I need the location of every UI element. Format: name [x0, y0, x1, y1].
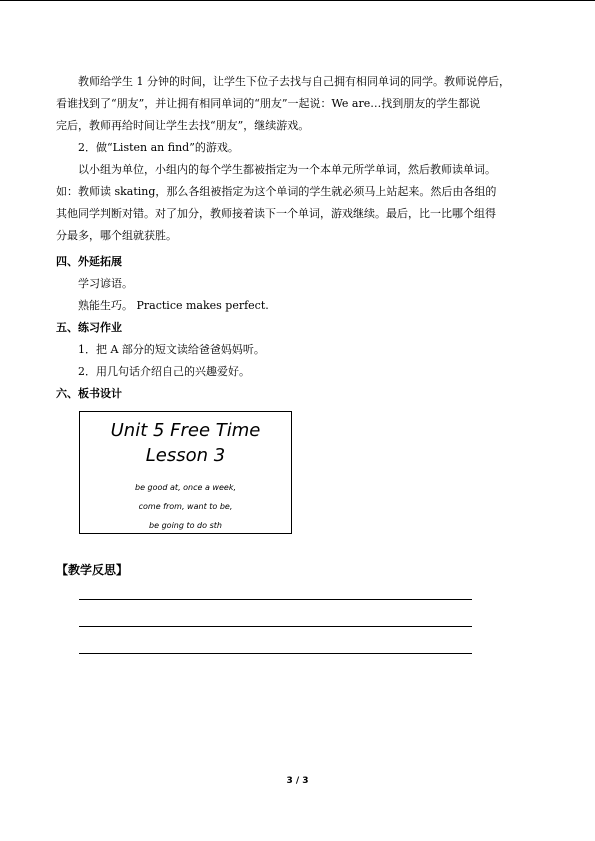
section-heading: 四、外延拓展 — [56, 255, 122, 268]
paragraph-line: 完后，教师再给时间让学生去找“朋友”，继续游戏。 — [56, 119, 310, 132]
reflection-blank-line — [79, 599, 472, 600]
board-phrases: be good at, once a week, — [135, 483, 236, 492]
paragraph-line: 以小组为单位，小组内的每个学生都被指定为一个本单元所学单词，然后教师读单词。 — [78, 163, 496, 176]
reflection-blank-line — [79, 653, 472, 654]
paragraph-line: 教师给学生 1 分钟的时间，让学生下位子去找与自己拥有相同单词的同学。教师说停后， — [78, 75, 510, 88]
section-heading: 六、板书设计 — [56, 387, 122, 400]
paragraph-line: 如：教师读 skating，那么各组被指定为这个单词的学生就必须马上站起来。然后由各组的 — [56, 185, 497, 198]
reflection-title: 【教学反思】 — [56, 563, 129, 577]
homework-item: 2．用几句话介绍自己的兴趣爱好。 — [78, 365, 250, 378]
paragraph-line: 看谁找到了“朋友”，并让拥有相同单词的“朋友”一起说：We are…找到朋友的学生都说 — [56, 97, 481, 110]
board-title: Unit 5 Free Time — [110, 420, 261, 441]
section-text: 熟能生巧。 Practice makes perfect. — [78, 299, 269, 312]
reflection-blank-line — [79, 626, 472, 627]
section-heading: 五、练习作业 — [56, 321, 122, 334]
blackboard-design-box — [79, 411, 292, 534]
board-phrases: be going to do sth — [149, 521, 222, 530]
header-rule — [0, 0, 595, 1]
activity-item: 2．做“Listen an find”的游戏。 — [78, 141, 239, 154]
section-text: 学习谚语。 — [78, 277, 133, 290]
page-number: 3 / 3 — [286, 776, 309, 786]
paragraph-line: 分最多，哪个组就获胜。 — [56, 229, 177, 242]
board-subtitle: Lesson 3 — [145, 445, 226, 466]
board-phrases: come from, want to be, — [138, 502, 233, 511]
homework-item: 1．把 A 部分的短文读给爸爸妈妈听。 — [78, 343, 265, 356]
paragraph-line: 其他同学判断对错。对了加分，教师接着读下一个单词，游戏继续。最后，比一比哪个组得 — [56, 207, 496, 220]
